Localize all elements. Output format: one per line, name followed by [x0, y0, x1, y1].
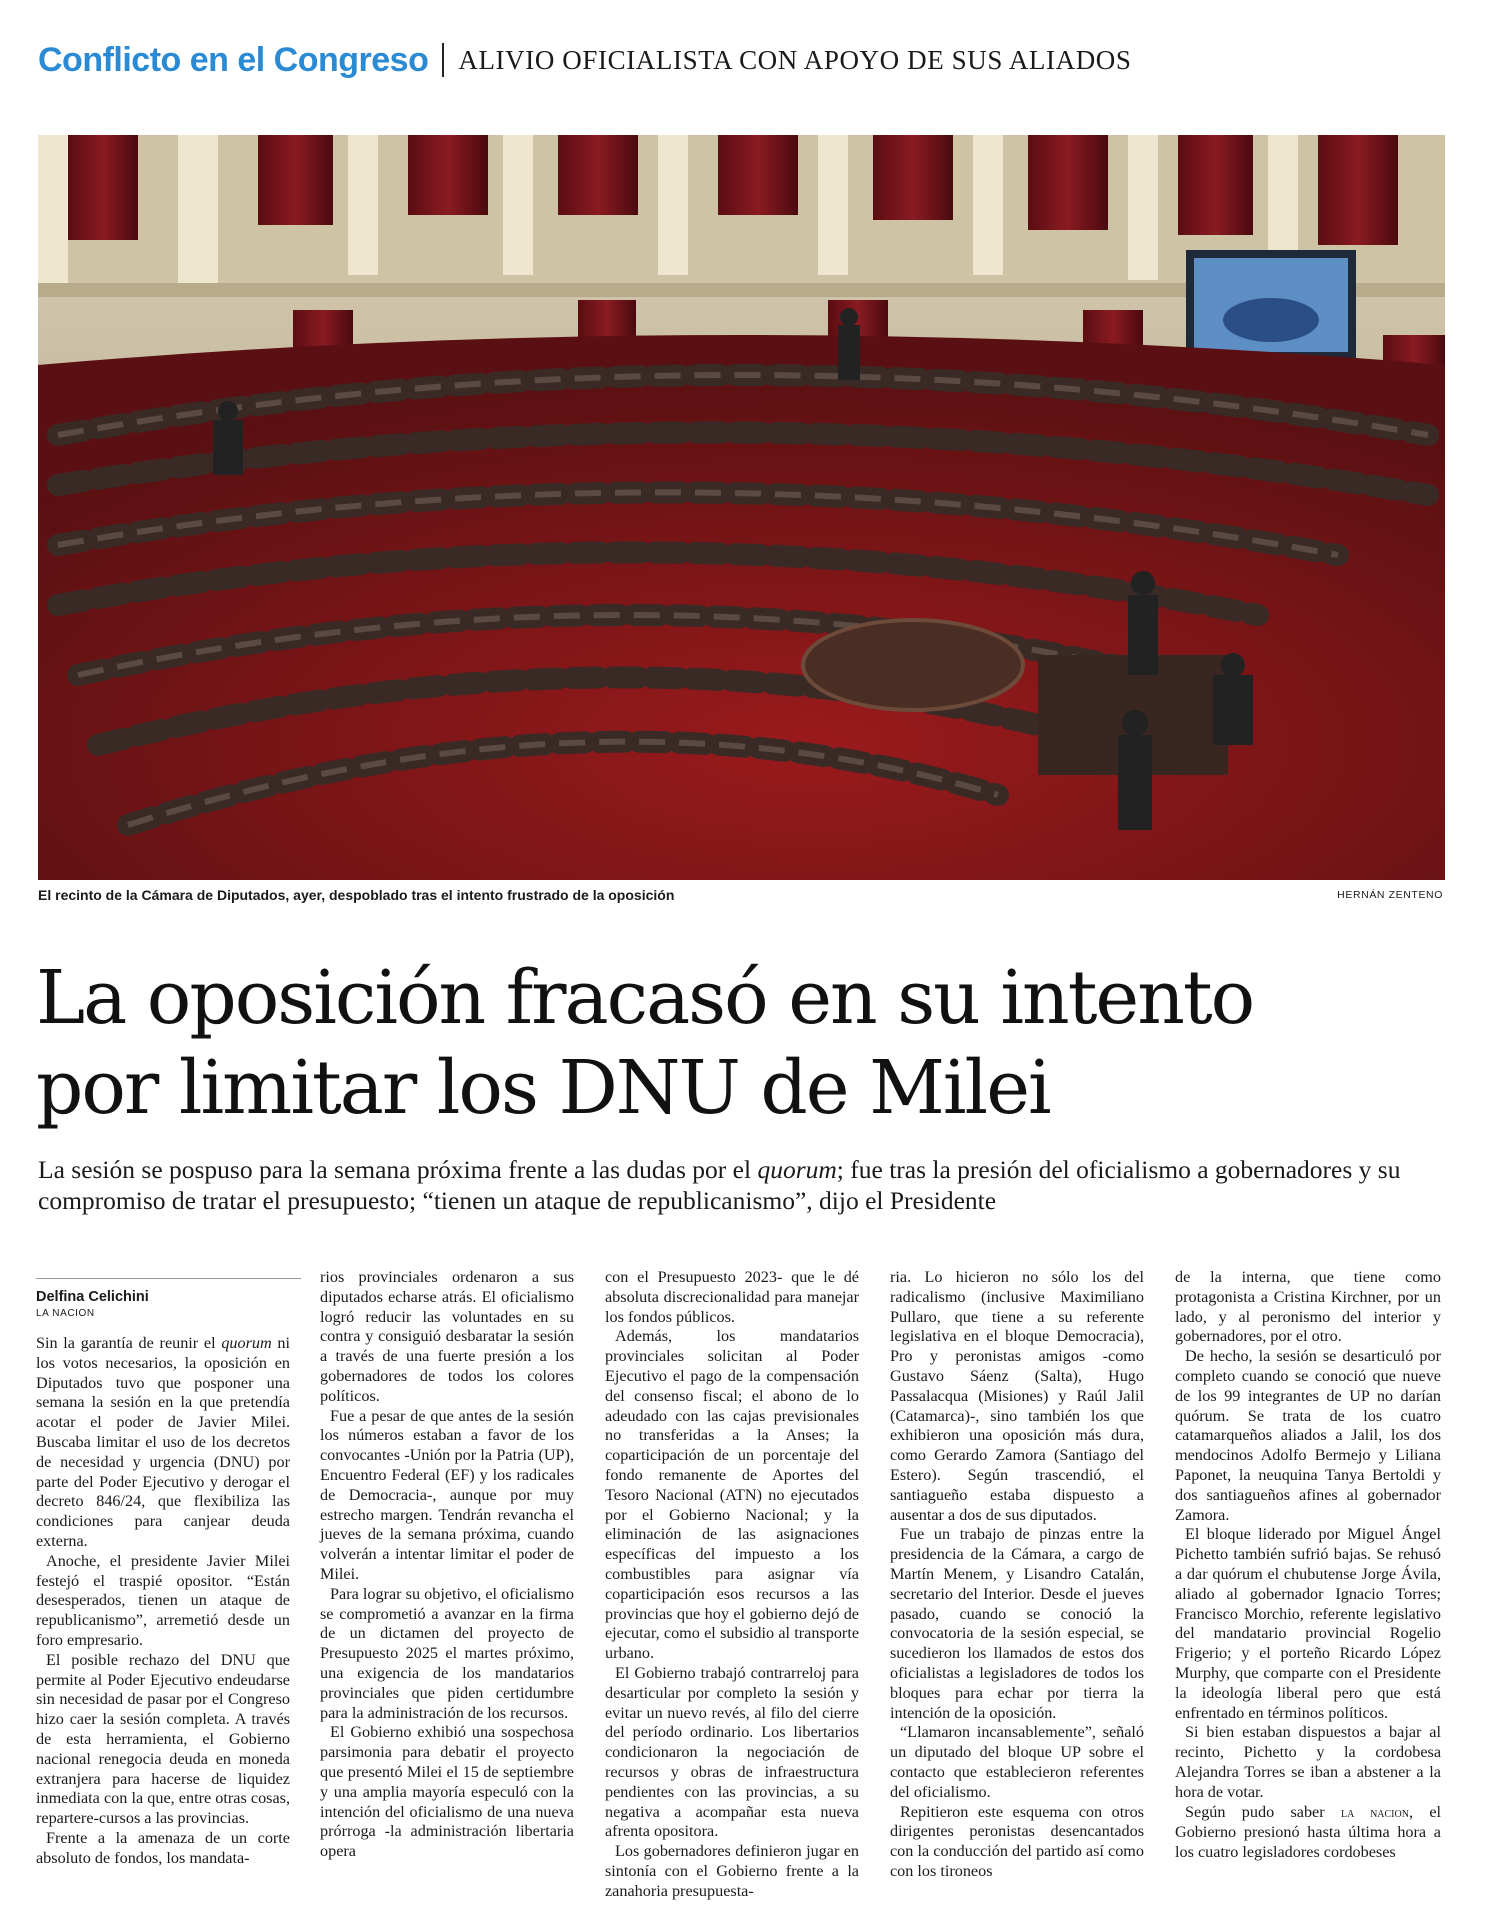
paragraph: ria. Lo hicieron no sólo los del radicalismo (inclusive Maximiliano Pullaro, que tiene a su referente legislativa en el bloque Democracia), Pro y peronistas amigos -como Gustavo Sáenz (Salta), Hugo Passalacqua (Misiones) y Raúl Jalil (Catamarca)-, sino también los que exhibieron una oposición más dura, como Gerardo Zamora (Santiago del Estero). Según trascendió, el santiagueño estaba dispuesto a ausentar a dos de sus diputados.	[890, 1268, 1144, 1524]
paragraph: “Llamaron incansablemente”, señaló un diputado del bloque UP sobre el contacto que establecieron referentes del oficialismo.	[890, 1723, 1144, 1801]
section-kicker	[38, 40, 1132, 80]
text-run: , el Gobierno presionó hasta última hora a los cuatro legisladores cordobeses	[1175, 1802, 1442, 1862]
text-run: Sin la garantía de reunir el	[36, 1334, 222, 1352]
author-name: Delfina Celichini	[36, 1289, 149, 1305]
paragraph: El Gobierno trabajó contrarreloj para desarticular por completo la sesión y evitar un nuevo revés, al filo del cierre del período ordinario. Los libertarios condicionaron la negociación de recursos y obras de infraestructura pendientes con las provincias, a su negativa a acompañar esta nueva afrenta opositora.	[605, 1663, 859, 1841]
deck-quorum: quorum	[757, 1155, 837, 1184]
paragraph	[1175, 1803, 1441, 1863]
paragraph: Si bien estaban dispuestos a bajar al recinto, Pichetto y la cordobesa Alejandra Torres se iban a abstener a la hora de votar.	[1175, 1723, 1441, 1801]
section-name: Conflicto en el Congreso	[38, 40, 429, 79]
photo-credit: HERNÁN ZENTENO	[1337, 889, 1443, 901]
chamber-photo	[38, 135, 1445, 880]
paragraph: Fue a pesar de que antes de la sesión los números estaban a favor de los convocantes -Unión por la Patria (UP), Encuentro Federal (EF) y los radicales de Democracia-, aunque por muy estrecho margen. Tendrán revancha el jueves de la semana próxima, cuando volverán a intentar limitar el poder de Milei.	[320, 1406, 574, 1583]
text-run: Según pudo saber	[1185, 1802, 1341, 1821]
article-column-5	[1175, 1268, 1441, 1896]
paragraph: El Gobierno exhibió una sospechosa parsimonia para debatir el proyecto que presentó Milei el 15 de septiembre y una amplia mayoría especuló con la intención del oficialismo de una nueva prórroga -la administración libertaria opera	[320, 1723, 574, 1861]
headline-line-1: La oposición fracasó en su intento	[36, 955, 1254, 1041]
text-run-italic: quorum	[221, 1334, 272, 1352]
paragraph	[36, 1334, 290, 1552]
paragraph: De hecho, la sesión se desarticuló por completo cuando se conoció que nueve de los 99 integrantes de UP no darían quórum. Se trata de los cuatro catamarqueños aliados a Jalil, los dos mendocinos Adolfo Bermejo y Liliana Paponet, la neuquina Tanya Bertoldi y dos santiagueños afines al gobernador Zamora.	[1175, 1347, 1441, 1524]
paragraph: Anoche, el presidente Javier Milei festejó el traspié opositor. “Están desesperados, tienen un ataque de republicanismo”, arremetió desde un foro empresario.	[36, 1551, 290, 1649]
photo-caption: El recinto de la Cámara de Diputados, ayer, despoblado tras el intento frustrado de la oposición	[38, 887, 675, 903]
headline	[36, 953, 1456, 1133]
paragraph: Repitieron este esquema con otros dirigentes peronistas desencantados con la conducción del partido así como con los tironeos	[890, 1802, 1144, 1880]
paragraph: con el Presupuesto 2023- que le dé absoluta discrecionalidad para manejar los fondos públicos.	[605, 1268, 859, 1326]
paragraph: Para lograr su objetivo, el oficialismo se comprometió a avanzar en la firma de un dictamen del proyecto de Presupuesto 2025 el martes próximo, una exigencia de los mandatarios provinciales que piden certidumbre para la administración de los recursos.	[320, 1584, 574, 1722]
paragraph: Frente a la amenaza de un corte absoluto de fondos, los mandata-	[36, 1828, 290, 1867]
paragraph: Además, los mandatarios provinciales solicitan al Poder Ejecutivo el pago de la compensación del consenso fiscal; el abono de lo adeudado con las cajas previsionales no transferidas a la Anses; la coparticipación de un porcentaje del fondo remanente de Aportes del Tesoro Nacional (ATN) no ejecutados por el Gobierno Nacional; y la eliminación de las asignaciones específicas del impuesto a los combustibles para asignar vía coparticipación esos recursos a las provincias que hoy el gobierno dejó de ejecutar, como el subsidio al transporte urbano.	[605, 1327, 859, 1663]
article-column-2	[320, 1268, 574, 1896]
headline-line-2: por limitar los DNU de Milei	[36, 1045, 1050, 1131]
topic-label: ALIVIO OFICIALISTA CON APOYO DE SUS ALIADOS	[458, 44, 1132, 75]
outlet-mention: la nacion	[1340, 1805, 1409, 1821]
outlet-name: LA NACION	[36, 1308, 95, 1319]
deck-subtitle	[38, 1154, 1458, 1216]
paragraph: Fue un trabajo de pinzas entre la presidencia de la Cámara, a cargo de Martín Menem, y Lisandro Catalán, secretario del Interior. Desde el jueves pasado, cuando se conoció la convocatoria de la sesión especial, se sucedieron los llamados de estos dos oficialistas a legisladores de todos los bloques para echar por tierra la intención de la oposición.	[890, 1525, 1144, 1722]
byline	[36, 1288, 301, 1319]
paragraph: rios provinciales ordenaron a sus diputados echarse atrás. El oficialismo logró reducir las voluntades en su contra y consiguió desbaratar la sesión a través de una fuerte presión a los gobernadores de todos los colores políticos.	[320, 1268, 574, 1405]
article-column-1	[36, 1334, 290, 1894]
paragraph: de la interna, que tiene como protagonista a Cristina Kirchner, por un lado, y al peronismo del interior y gobernadores, por el otro.	[1175, 1268, 1441, 1346]
deck-part-2: ; fue tras la presión del oficialismo a gobernadores y su compromiso de tratar el presupuesto; “tienen un ataque de republicanismo”, dijo el Presidente	[38, 1155, 1401, 1215]
paragraph: El posible rechazo del DNU que permite al Poder Ejecutivo endeudarse sin necesidad de pasar por el Congreso hizo caer la sesión completa. A través de esta herramienta, el Gobierno nacional renegocia deuda en moneda extranjera para hacerse de liquidez inmediata con la que, entre otras cosas, repartere-cursos a las provincias.	[36, 1650, 290, 1828]
kicker-divider	[442, 43, 444, 77]
article-column-4	[890, 1268, 1144, 1896]
byline-rule	[36, 1278, 301, 1279]
text-run: ni los votos necesarios, la oposición en Diputados tuvo que posponer una semana la sesión en la que pretendía acotar el poder de Javier Milei. Buscaba limitar el uso de los decretos de necesidad y urgencia (DNU) por parte del Poder Ejecutivo y derogar el decreto 846/24, que flexibiliza las condiciones para canjear deuda externa.	[36, 1334, 291, 1550]
paragraph: El bloque liderado por Miguel Ángel Pichetto también sufrió bajas. Se rehusó a dar quórum el chubutense Jorge Ávila, aliado al gobernador Ignacio Torres; Francisco Morchio, referente legislativo del mandatario provincial Rogelio Frigerio; y el porteño Ricardo López Murphy, que comparte con el Presidente la ideología liberal pero que está enfrentado en términos políticos.	[1175, 1525, 1441, 1722]
article-column-3	[605, 1268, 859, 1900]
deck-part-1: La sesión se pospuso para la semana próxima frente a las dudas por el	[38, 1155, 758, 1184]
paragraph: Los gobernadores definieron jugar en sintonía con el Gobierno frente a la zanahoria presupuesta-	[605, 1842, 859, 1900]
